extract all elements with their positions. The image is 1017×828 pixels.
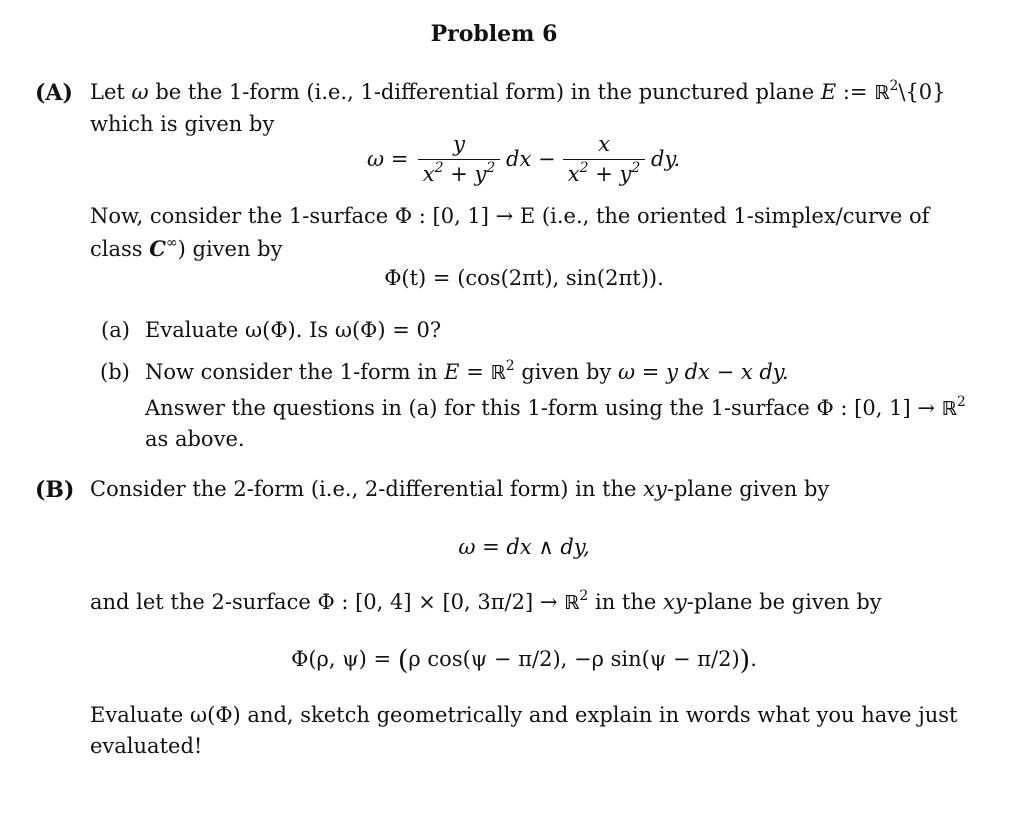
text: = xyxy=(466,360,484,384)
exponent: 2 xyxy=(486,160,496,176)
fraction-1 xyxy=(418,134,500,185)
text: class xyxy=(90,237,143,261)
denominator xyxy=(418,160,500,185)
exponent: 2 xyxy=(889,78,899,94)
problem-title: Problem 6 xyxy=(430,21,558,47)
part-a-line-1 xyxy=(90,78,946,104)
reals-symbol: ℝ xyxy=(490,362,506,384)
text: Now consider the 1-form in xyxy=(145,360,438,384)
text: Answer the questions in (a) for this 1-form using the 1-surface Φ : [0, 1] → xyxy=(145,396,935,420)
part-b-line-2 xyxy=(90,588,882,614)
infinity-superscript: ∞ xyxy=(165,235,178,251)
subpart-a-label: (a) xyxy=(101,318,130,342)
text: + y xyxy=(595,162,632,186)
text: . xyxy=(750,647,757,671)
part-a-line-4 xyxy=(90,235,283,261)
subpart-a-text: Evaluate ω(Φ). Is ω(Φ) = 0? xyxy=(145,318,442,342)
denominator xyxy=(563,160,645,185)
subpart-b-label: (b) xyxy=(100,360,130,384)
reals-symbol: ℝ xyxy=(874,82,890,104)
subpart-b-line-2 xyxy=(145,394,966,420)
part-b-label: (B) xyxy=(35,477,75,503)
paren-close: ) xyxy=(739,645,751,676)
equation-curve-phi: Φ(t) = (cos(2πt), sin(2πt)). xyxy=(384,266,664,290)
text: \{0} xyxy=(898,80,946,104)
text: ρ cos(ψ − π/2), −ρ sin(ψ − π/2) xyxy=(408,647,740,671)
part-b-line-1 xyxy=(90,479,829,500)
text: Consider the 2-form (i.e., 2-differential form) in the xyxy=(90,477,637,501)
subpart-b-line-3: as above. xyxy=(145,427,245,451)
reals-symbol: ℝ xyxy=(941,398,957,420)
part-b-line-3: Evaluate ω(Φ) and, sketch geometrically and explain in words what you have just xyxy=(90,703,958,727)
part-b-line-4: evaluated! xyxy=(90,734,203,758)
exponent: 2 xyxy=(505,358,515,374)
text: -plane given by xyxy=(666,477,830,501)
text: and let the 2-surface Φ : [0, 4] × [0, 3π/2] → xyxy=(90,590,558,614)
smooth-class-symbol: C xyxy=(149,236,166,261)
set-e: E xyxy=(444,360,460,384)
part-a-label: (A) xyxy=(35,80,73,106)
text: be the 1-form (i.e., 1-differential form) in the punctured plane xyxy=(155,80,815,104)
exponent: 2 xyxy=(956,394,966,410)
eq-dx: dx − xyxy=(506,147,556,171)
eq-dy: dy. xyxy=(651,147,681,171)
text: x xyxy=(422,162,435,186)
xy-symbol: xy xyxy=(663,590,687,614)
numerator: y xyxy=(453,132,465,156)
numerator: x xyxy=(598,132,610,156)
xy-symbol: xy xyxy=(643,477,667,501)
reals-symbol: ℝ xyxy=(564,592,580,614)
text: Let xyxy=(90,80,125,104)
equation-2form: ω = dx ∧ dy, xyxy=(458,535,590,559)
eq-lhs: ω = xyxy=(367,147,409,171)
subpart-b-line-1 xyxy=(145,358,789,384)
exponent: 2 xyxy=(579,588,589,604)
text: ) given by xyxy=(177,237,283,261)
text: in the xyxy=(595,590,657,614)
set-e: E xyxy=(820,80,837,104)
exponent: 2 xyxy=(579,160,589,176)
text: x xyxy=(567,162,580,186)
exponent: 2 xyxy=(434,160,444,176)
part-a-line-3: Now, consider the 1-surface Φ : [0, 1] → E (i.e., the oriented 1-simplex/curve of xyxy=(90,204,930,228)
text: Φ(ρ, ψ) = xyxy=(291,647,392,671)
text: -plane be given by xyxy=(686,590,882,614)
paren-open: ( xyxy=(397,645,409,676)
exponent: 2 xyxy=(631,160,641,176)
text: := xyxy=(842,80,868,104)
fraction-2 xyxy=(563,134,645,185)
text: + y xyxy=(450,162,487,186)
text: given by xyxy=(521,360,612,384)
one-form: ω = y dx − x dy. xyxy=(618,360,789,384)
part-a-line-2: which is given by xyxy=(90,112,275,136)
omega-symbol: ω xyxy=(131,80,149,104)
equation-surface-phi xyxy=(0,647,1017,674)
